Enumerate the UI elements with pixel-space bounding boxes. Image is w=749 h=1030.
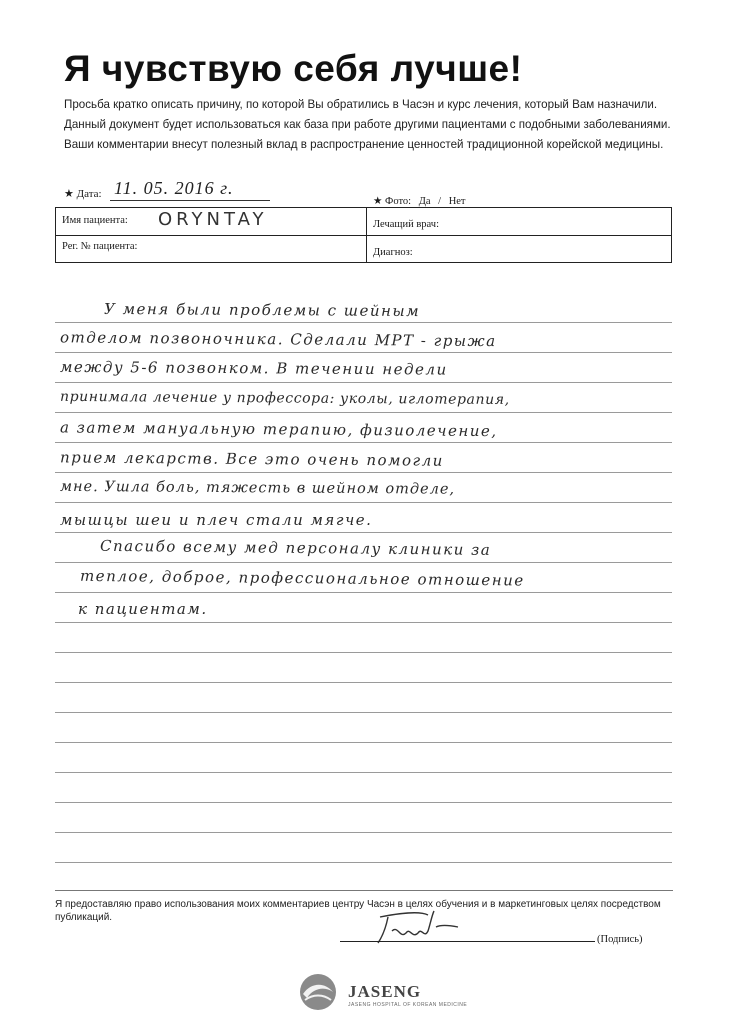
diagnosis-label: Диагноз: — [373, 247, 413, 258]
ruled-line — [55, 382, 672, 383]
photo-separator: / — [438, 196, 442, 207]
intro-line: Ваши комментарии внесут полезный вклад в распространение ценностей традиционной корейской медицины. — [64, 138, 664, 151]
signature-mark — [370, 905, 480, 950]
ruled-line — [55, 772, 672, 773]
ruled-line — [55, 682, 672, 683]
ruled-line — [55, 862, 672, 863]
intro-line: Просьба кратко описать причину, по которой Вы обратились в Часэн и курс лечения, который Вам назначили. — [64, 98, 658, 111]
reg-number-label: Рег. № пациента: — [62, 241, 138, 252]
ruled-line — [55, 412, 672, 413]
ruled-line — [55, 322, 672, 323]
photo-yes-option[interactable]: Да — [418, 196, 431, 207]
patient-name-label: Имя пациента: — [62, 215, 128, 226]
ruled-line — [55, 832, 672, 833]
ruled-line — [55, 622, 672, 623]
page-title: Я чувствую себя лучше! — [64, 48, 523, 89]
table-divider — [55, 235, 672, 236]
ruled-line — [55, 502, 672, 503]
comment-line: принимала лечение у профессора: уколы, иглотерапия, — [59, 388, 510, 409]
date-underline — [110, 200, 270, 201]
comment-line: У меня были проблемы с шейным — [103, 299, 421, 321]
logo-subtitle: JASENG HOSPITAL OF KOREAN MEDICINE — [348, 1002, 468, 1008]
jaseng-logo-icon — [293, 970, 343, 1014]
date-label: ★ Дата: — [64, 188, 102, 200]
comment-line: между 5-6 позвонком. В течении недели — [59, 357, 448, 379]
consent-divider — [55, 890, 673, 891]
patient-name-field[interactable]: ORYNTAY — [158, 209, 268, 230]
comment-line: мышцы шеи и плеч стали мягче. — [60, 511, 373, 529]
photo-label: ★ Фото: — [373, 196, 412, 207]
comment-line: Спасибо всему мед персоналу клиники за — [99, 536, 492, 559]
ruled-line — [55, 532, 672, 533]
intro-line: Данный документ будет использоваться как база при работе другими пациентами с подобными заболеваниями. — [64, 118, 671, 131]
photo-consent — [373, 195, 471, 207]
comment-line: мне. Ушла боль, тяжесть в шейном отделе, — [59, 478, 456, 498]
comment-line: теплое, доброе, профессиональное отношение — [79, 566, 525, 590]
ruled-line — [55, 742, 672, 743]
ruled-line — [55, 802, 672, 803]
comment-line: а затем мануальную терапию, физиолечение, — [59, 418, 498, 441]
photo-no-option[interactable]: Нет — [448, 196, 466, 207]
ruled-line — [55, 652, 672, 653]
ruled-line — [55, 472, 672, 473]
date-field[interactable]: 11. 05. 2016 г. — [114, 178, 234, 198]
logo-name: JASENG — [348, 982, 422, 1001]
comment-line: к пациентам. — [78, 600, 208, 618]
ruled-line — [55, 562, 672, 563]
signature-label: (Подпись) — [597, 934, 643, 945]
consent-text: Я предоставляю право использования моих комментариев центру Часэн в целях обучения и в маркетинговых целях посредством публикаций. — [55, 899, 661, 923]
comment-line: отделом позвоночника. Сделали МРТ - грыжа — [59, 328, 497, 351]
doctor-label: Лечащий врач: — [373, 219, 439, 230]
signature-line[interactable] — [340, 941, 595, 942]
intro-text — [64, 95, 671, 155]
ruled-line — [55, 442, 672, 443]
ruled-line — [55, 592, 672, 593]
ruled-line — [55, 352, 672, 353]
comment-line: прием лекарств. Все это очень помогли — [59, 448, 444, 470]
ruled-line — [55, 712, 672, 713]
